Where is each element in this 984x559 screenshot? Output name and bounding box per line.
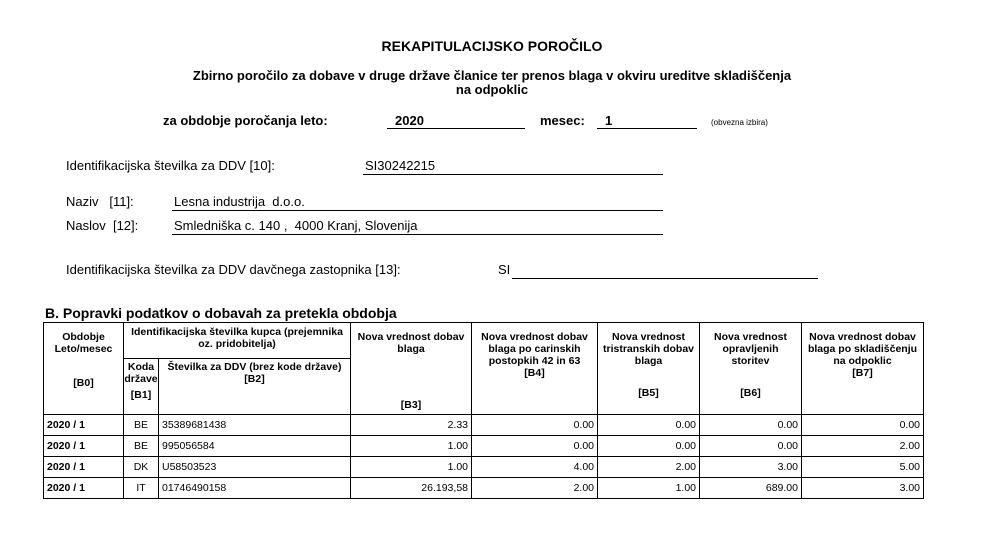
name-label: Naziv [11]: xyxy=(66,194,134,209)
header-country: Koda države [B1] xyxy=(124,359,159,415)
report-title: REKAPITULACIJSKO POROČILO xyxy=(381,38,603,54)
ddv-label: Identifikacijska številka za DDV [10]: xyxy=(66,158,275,173)
cell-b7: 0.00 xyxy=(802,415,924,436)
cell-vat: 35389681438 xyxy=(159,415,351,436)
cell-b4: 4.00 xyxy=(472,457,598,478)
cell-b6: 689.00 xyxy=(700,478,802,499)
month-value[interactable]: 1 xyxy=(597,113,697,129)
cell-vat: 01746490158 xyxy=(159,478,351,499)
subtitle-line-2: na odpoklic xyxy=(455,82,529,97)
tax-rep-value: SI xyxy=(498,262,511,277)
section-title: B. Popravki podatkov o dobavah za pretekla obdobja xyxy=(45,305,397,321)
cell-b3: 1.00 xyxy=(351,457,472,478)
cell-b6: 3.00 xyxy=(700,457,802,478)
table-row xyxy=(44,457,924,478)
header-b4: Nova vrednost dobav blaga po carinskih postopkih 42 in 63 [B4] xyxy=(472,323,598,415)
table-row xyxy=(44,415,924,436)
header-vat: Številka za DDV (brez kode države) [B2] xyxy=(159,359,351,415)
cell-b3: 2.33 xyxy=(351,415,472,436)
cell-b5: 2.00 xyxy=(598,457,700,478)
cell-b5: 0.00 xyxy=(598,436,700,457)
cell-b7: 3.00 xyxy=(802,478,924,499)
required-note: (obvezna izbira) xyxy=(711,118,768,127)
header-b5: Nova vrednost tristranskih dobav blaga [B5] xyxy=(598,323,700,415)
cell-country: BE xyxy=(124,436,159,457)
cell-b3: 26.193,58 xyxy=(351,478,472,499)
cell-b5: 0.00 xyxy=(598,415,700,436)
cell-country: IT xyxy=(124,478,159,499)
table-row xyxy=(44,436,924,457)
table-row xyxy=(44,478,924,499)
tax-rep-label: Identifikacijska številka za DDV davčnega zastopnika [13]: xyxy=(66,262,401,277)
cell-vat: U58503523 xyxy=(159,457,351,478)
cell-b4: 0.00 xyxy=(472,415,598,436)
corrections-table xyxy=(43,322,924,499)
name-value: Lesna industrija d.o.o. xyxy=(174,194,305,209)
period-label: za obdobje poročanja leto: xyxy=(163,113,328,128)
header-b6: Nova vrednost opravljenih storitev [B6] xyxy=(700,323,802,415)
header-b3: Nova vrednost dobav blaga [B3] xyxy=(351,323,472,415)
cell-b4: 0.00 xyxy=(472,436,598,457)
address-value: Smledniška c. 140 , 4000 Kranj, Slovenija xyxy=(174,218,418,233)
header-customer-id: Identifikacijska številka kupca (prejemnika oz. pridobitelja) xyxy=(124,323,351,359)
header-b7: Nova vrednost dobav blaga po skladiščenju na odpoklic [B7] xyxy=(802,323,924,415)
cell-period: 2020 / 1 xyxy=(44,415,124,436)
cell-b5: 1.00 xyxy=(598,478,700,499)
cell-b4: 2.00 xyxy=(472,478,598,499)
month-label: mesec: xyxy=(540,113,585,128)
address-label: Naslov [12]: xyxy=(66,218,139,233)
cell-period: 2020 / 1 xyxy=(44,457,124,478)
cell-country: DK xyxy=(124,457,159,478)
header-period: Obdobje Leto/mesec [B0] xyxy=(44,323,124,415)
cell-period: 2020 / 1 xyxy=(44,436,124,457)
ddv-value: SI30242215 xyxy=(365,158,436,173)
cell-b7: 2.00 xyxy=(802,436,924,457)
cell-period: 2020 / 1 xyxy=(44,478,124,499)
cell-country: BE xyxy=(124,415,159,436)
cell-b3: 1.00 xyxy=(351,436,472,457)
cell-b6: 0.00 xyxy=(700,415,802,436)
cell-b7: 5.00 xyxy=(802,457,924,478)
subtitle-line-1: Zbirno poročilo za dobave v druge države članice ter prenos blaga v okviru ureditve skladiščenja xyxy=(192,68,792,83)
year-value[interactable]: 2020 xyxy=(387,113,525,129)
cell-vat: 995056584 xyxy=(159,436,351,457)
cell-b6: 0.00 xyxy=(700,436,802,457)
report-subtitle xyxy=(0,69,984,97)
